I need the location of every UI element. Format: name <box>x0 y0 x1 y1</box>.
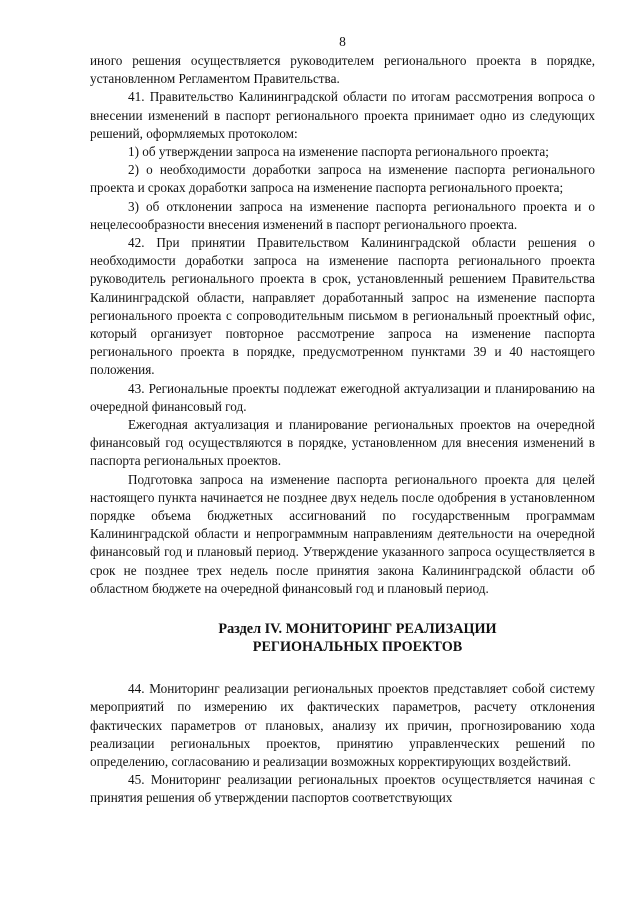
paragraph-42: 42. При принятии Правительством Калининградской области решения о необходимости доработки запроса на изменение паспорта регионального проекта руководитель регионального проекта в срок, установленный решением Правительства Калининградской области, направляет доработанный запрос на изменение паспорта регионального проекта с сопроводительным письмом в региональный проектный офис, который организует повторное рассмотрение запроса на изменение паспорта регионального проекта в порядке, предусмотренном пунктами 39 и 40 настоящего положения. <box>90 235 595 378</box>
section-heading-line-1: Раздел IV. МОНИТОРИНГ РЕАЛИЗАЦИИ <box>218 621 497 638</box>
paragraph-43-preparation: Подготовка запроса на изменение паспорта регионального проекта для целей настоящего пункта начинается не позднее двух недель после одобрения в установленном порядке объема бюджетных ассигнований по государственным программам Калининградской области и непрограммным направлениям деятельности на очередной финансовый год и плановый период. Утверждение указанного запроса осуществляется в срок не позднее трех недель после принятия закона Калининградской области об областном бюджете на очередной финансовый год и плановый период. <box>90 471 595 596</box>
paragraph-41: 41. Правительство Калининградской области по итогам рассмотрения вопроса о внесении изменений в паспорт регионального проекта принимает одно из следующих решений, оформляемых протоколом: <box>90 89 595 141</box>
page-number: 8 <box>339 34 346 49</box>
body-text-before-heading <box>90 52 595 598</box>
paragraph-41-item-3: 3) об отклонении запроса на изменение паспорта регионального проекта и о нецелесообразности внесения изменений в паспорт регионального проекта. <box>90 198 595 232</box>
paragraph-44: 44. Мониторинг реализации региональных проектов представляет собой систему мероприятий по измерению их фактических параметров, расчету отклонения фактических параметров от плановых, анализу их причин, прогнозированию хода реализации региональных проектов, принятию управленческих решений по определению, согласованию и реализации возможных корректирующих воздействий. <box>90 681 595 769</box>
body-text-after-heading <box>90 680 595 807</box>
paragraph-43-actualization: Ежегодная актуализация и планирование региональных проектов на очередной финансовый год осуществляются в порядке, установленном для внесения изменений в паспорта региональных проектов. <box>90 417 595 469</box>
paragraph-41-item-2: 2) о необходимости доработки запроса на изменение паспорта регионального проекта и сроках доработки запроса на изменение паспорта регионального проекта; <box>90 162 595 196</box>
paragraph-continuation: иного решения осуществляется руководителем регионального проекта в порядке, установленном Регламентом Правительства. <box>90 53 595 87</box>
section-heading <box>90 620 595 656</box>
paragraph-43: 43. Региональные проекты подлежат ежегодной актуализации и планированию на очередной финансовый год. <box>90 380 595 414</box>
paragraph-45: 45. Мониторинг реализации региональных проектов осуществляется начиная с принятия решения об утверждении паспортов соответствующих <box>90 772 595 806</box>
paragraph-41-item-1: 1) об утверждении запроса на изменение паспорта регионального проекта; <box>128 144 549 160</box>
section-heading-line-2: РЕГИОНАЛЬНЫХ ПРОЕКТОВ <box>252 639 463 656</box>
document-page <box>90 0 595 905</box>
